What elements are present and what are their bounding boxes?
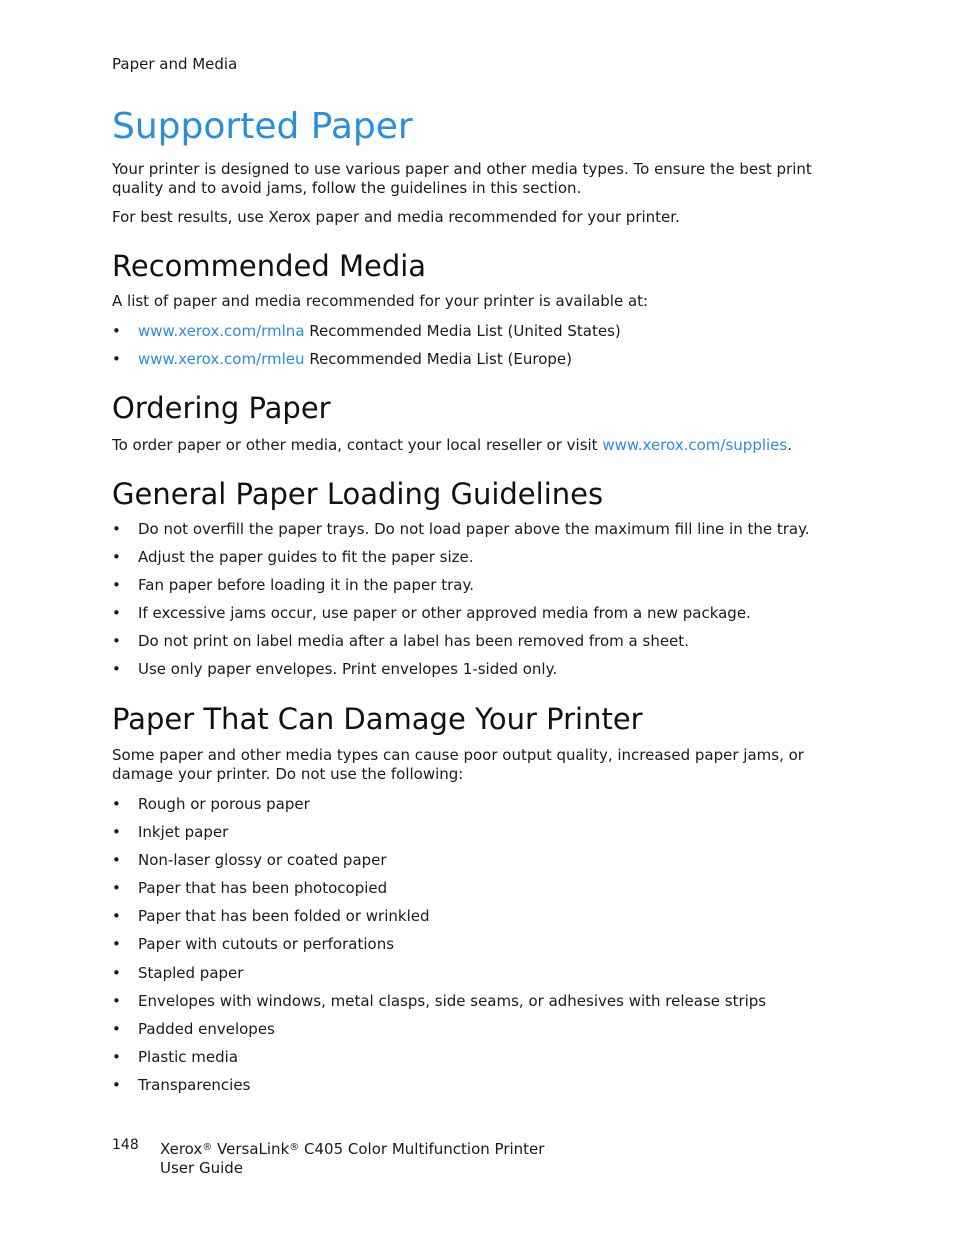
list-item: • If excessive jams occur, use paper or other approved media from a new package. (112, 604, 810, 623)
list-item: • Paper that has been photocopied (112, 879, 766, 898)
list-item: • Use only paper envelopes. Print envelopes 1-sided only. (112, 660, 810, 679)
list-item: • www.xerox.com/rmleu Recommended Media List (Europe) (112, 350, 621, 369)
running-header: Paper and Media (112, 55, 238, 73)
damage-list (112, 795, 766, 1104)
list-item: • Non-laser glossy or coated paper (112, 851, 766, 870)
intro-paragraph-1: Your printer is designed to use various paper and other media types. To ensure the best print quality and to avoid jams, follow the guidelines in this section. (112, 160, 812, 197)
intro-paragraph-2: For best results, use Xerox paper and media recommended for your printer. (112, 208, 680, 226)
recommended-media-text: A list of paper and media recommended for your printer is available at: (112, 292, 649, 310)
heading-recommended-media: Recommended Media (112, 249, 427, 283)
list-item: • Plastic media (112, 1048, 766, 1067)
damage-text: Some paper and other media types can cause poor output quality, increased paper jams, or damage your printer. Do not use the following: (112, 746, 804, 783)
page-title: Supported Paper (112, 106, 413, 147)
list-item: • Stapled paper (112, 964, 766, 983)
footer-title: Xerox® VersaLink® C405 Color Multifunction Printer User Guide (160, 1140, 545, 1177)
heading-ordering-paper: Ordering Paper (112, 391, 331, 425)
list-item: • Do not overfill the paper trays. Do not load paper above the maximum fill line in the tray. (112, 520, 810, 539)
recommended-media-list (112, 322, 621, 378)
page-number: 148 (112, 1137, 139, 1153)
footer-doc-type: User Guide (160, 1159, 244, 1177)
list-item: • Inkjet paper (112, 823, 766, 842)
list-item: • Adjust the paper guides to fit the paper size. (112, 548, 810, 567)
list-item: • Transparencies (112, 1076, 766, 1095)
heading-general-guidelines: General Paper Loading Guidelines (112, 477, 604, 511)
link-supplies[interactable]: www.xerox.com/supplies (602, 436, 788, 454)
list-item: • Padded envelopes (112, 1020, 766, 1039)
list-item: • Paper that has been folded or wrinkled (112, 907, 766, 926)
link-rmlna[interactable]: www.xerox.com/rmlna (138, 322, 305, 340)
heading-damage: Paper That Can Damage Your Printer (112, 702, 643, 736)
list-item: • www.xerox.com/rmlna Recommended Media List (United States) (112, 322, 621, 341)
list-item: • Do not print on label media after a label has been removed from a sheet. (112, 632, 810, 651)
link-rmleu[interactable]: www.xerox.com/rmleu (138, 350, 305, 368)
ordering-paper-text: To order paper or other media, contact your local reseller or visit www.xerox.com/supplies. (112, 436, 792, 454)
general-guidelines-list (112, 520, 810, 688)
list-item: • Fan paper before loading it in the paper tray. (112, 576, 810, 595)
list-item: • Envelopes with windows, metal clasps, side seams, or adhesives with release strips (112, 992, 766, 1011)
list-item: • Rough or porous paper (112, 795, 766, 814)
list-item: • Paper with cutouts or perforations (112, 935, 766, 954)
